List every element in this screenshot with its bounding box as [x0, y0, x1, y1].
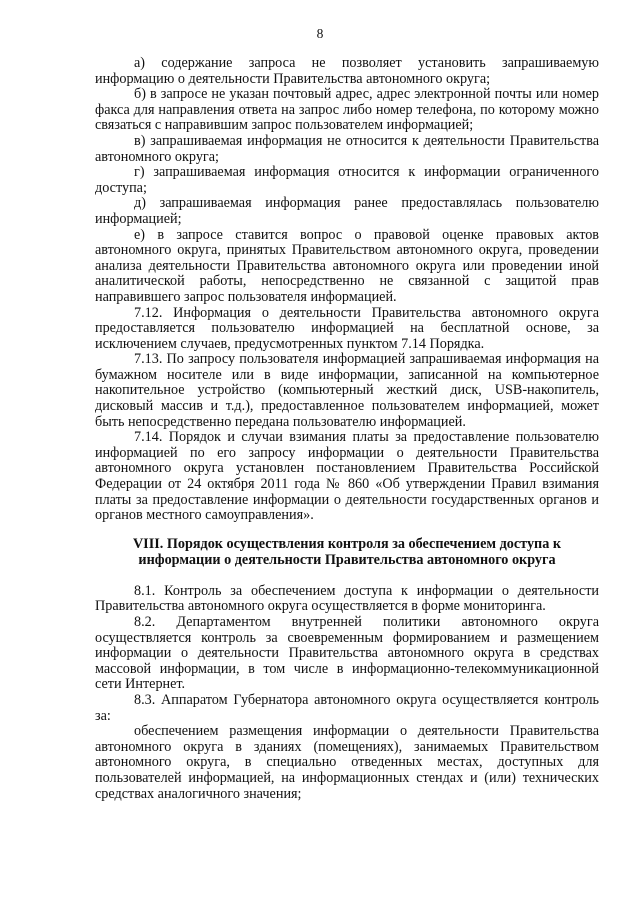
paragraph-item-v: в) запрашиваемая информация не относится к деятельности Правительства автономного округа;: [95, 132, 599, 165]
paragraph-item-g: г) запрашиваемая информация относится к информации ограниченного доступа;: [95, 164, 599, 196]
paragraph-item-d: д) запрашиваемая информация ранее предоставлялась пользователю информацией;: [95, 195, 599, 227]
paragraph-7-14: 7.14. Порядок и случаи взимания платы за предоставление пользователю информацией по его запросу информации о деятельности Правительства автономного округа установлен постановлением Правительства Российской Федерации от 24 октября 2011 года № 860 «Об утверждении Правил взимания платы за предоставление информации о деятельности государственных органов и органов местного самоуправления».: [95, 429, 599, 524]
section-heading-line1: VIII. Порядок осуществления контроля за обеспечением доступа к: [132, 535, 562, 552]
paragraph-7-13: 7.13. По запросу пользователя информацией запрашиваемая информация на бумажном носителе или в виде информации, записанной на компьютерное накопительное устройство (компьютерный жесткий диск, USB-накопитель, дисковый массив и т.д.), предоставленное пользователем информацией, может быть непосредственно передана пользователю информацией.: [95, 351, 599, 430]
paragraph-8-3-item: обеспечением размещения информации о деятельности Правительства автономного округа в зданиях (помещениях), занимаемых Правительством автономного округа, в специально отведенных местах, доступных для пользователей информацией, на информационных стендах и (или) технических средствах аналогичного значения;: [95, 723, 599, 802]
document-body: [95, 56, 599, 802]
page-number: 8: [316, 26, 324, 41]
paragraph-item-e: е) в запросе ставится вопрос о правовой оценке правовых актов автономного округа, принятых Правительством автономного округа, проведении анализа деятельности Правительства автономного округа или проведении иной аналитической работы, непосредственно не связанной с защитой прав направившего запрос пользователя информацией.: [95, 226, 599, 305]
section-heading-line2: информации о деятельности Правительства автономного округа: [138, 551, 556, 568]
paragraph-8-3: 8.3. Аппаратом Губернатора автономного округа осуществляется контроль за:: [95, 691, 599, 724]
section-heading: [95, 536, 599, 568]
paragraph-8-1: 8.1. Контроль за обеспечением доступа к информации о деятельности Правительства автономного округа осуществляется в форме мониторинга.: [95, 582, 599, 615]
paragraph-item-a: а) содержание запроса не позволяет установить запрашиваемую информацию о деятельности Правительства автономного округа;: [95, 55, 599, 87]
paragraph-item-b: б) в запросе не указан почтовый адрес, адрес электронной почты или номер факса для направления ответа на запрос либо номер телефона, по которому можно связаться с направившим запрос пользователем информацией;: [95, 86, 599, 134]
paragraph-7-12: 7.12. Информация о деятельности Правительства автономного округа предоставляется пользователю информацией на бесплатной основе, за исключением случаев, предусмотренных пунктом 7.14 Порядка.: [95, 304, 599, 352]
paragraph-8-2: 8.2. Департаментом внутренней политики автономного округа осуществляется контроль за своевременным формированием и размещением информации о деятельности Правительства автономного округа в средствах массовой информации, в том числе в информационно-телекоммуникационной сети Интернет.: [95, 614, 599, 693]
